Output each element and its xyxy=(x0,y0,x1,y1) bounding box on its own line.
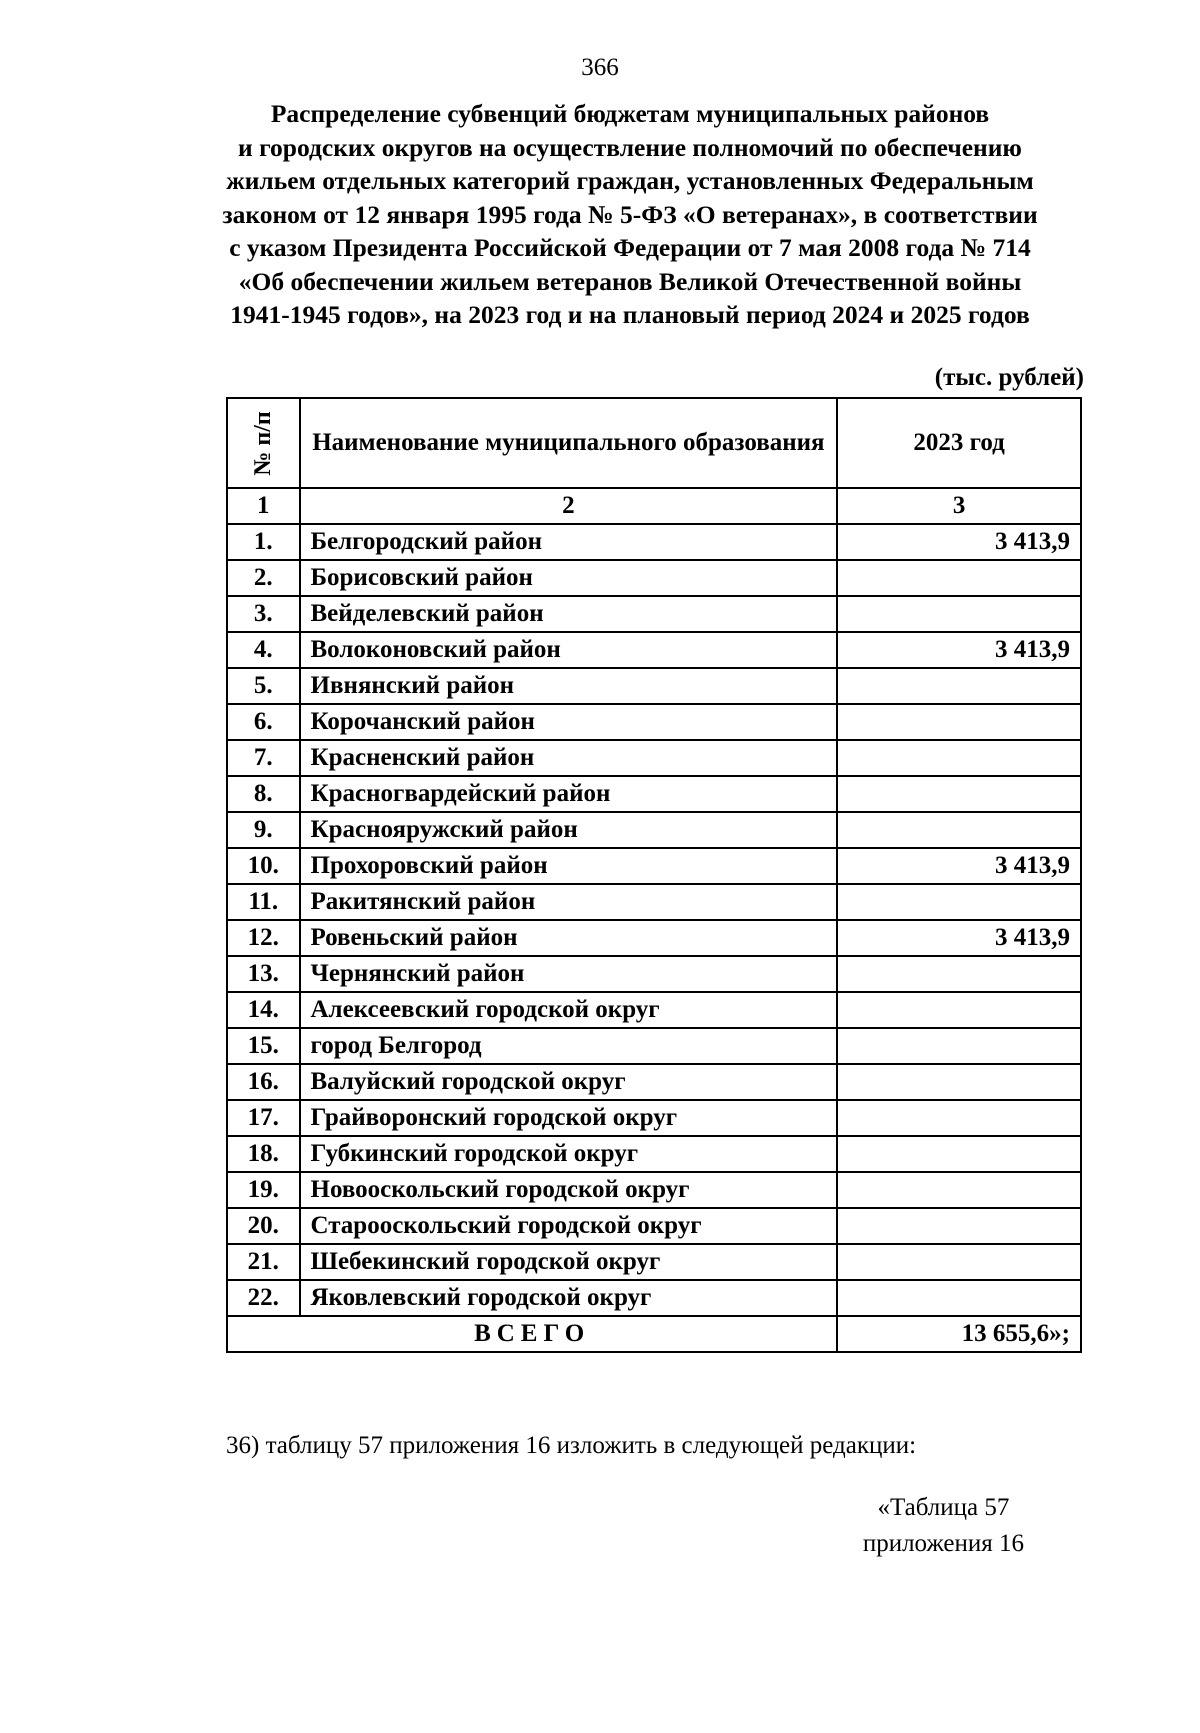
row-value xyxy=(837,704,1081,740)
table-reference xyxy=(863,1490,1024,1562)
row-value xyxy=(837,596,1081,632)
row-value xyxy=(837,560,1081,596)
row-name: Шебекинский городской округ xyxy=(300,1244,838,1280)
table-row xyxy=(227,776,1081,812)
table-row xyxy=(227,848,1081,884)
table-row xyxy=(227,1244,1081,1280)
table-row xyxy=(227,1100,1081,1136)
amendment-paragraph: 36) таблицу 57 приложения 16 изложить в следующей редакции: xyxy=(226,1432,917,1459)
table-row xyxy=(227,812,1081,848)
row-value: 3 413,9 xyxy=(837,848,1081,884)
row-number: 22. xyxy=(227,1280,300,1316)
row-value: 3 413,9 xyxy=(837,920,1081,956)
row-name: Борисовский район xyxy=(300,560,838,596)
row-number: 16. xyxy=(227,1064,300,1100)
table-row xyxy=(227,1136,1081,1172)
table-row xyxy=(227,1028,1081,1064)
header-num: № п/п xyxy=(227,398,300,488)
table-row xyxy=(227,884,1081,920)
row-value xyxy=(837,884,1081,920)
row-value xyxy=(837,740,1081,776)
table-row xyxy=(227,524,1081,560)
row-name: Белгородский район xyxy=(300,524,838,560)
row-value xyxy=(837,1172,1081,1208)
row-number: 4. xyxy=(227,632,300,668)
row-value xyxy=(837,776,1081,812)
table-row xyxy=(227,992,1081,1028)
table-row xyxy=(227,956,1081,992)
row-name: Корочанский район xyxy=(300,704,838,740)
table-row xyxy=(227,1172,1081,1208)
table-row xyxy=(227,920,1081,956)
row-number: 10. xyxy=(227,848,300,884)
col-number-1: 1 xyxy=(227,488,300,524)
row-value xyxy=(837,1244,1081,1280)
row-value xyxy=(837,1100,1081,1136)
total-value: 13 655,6»; xyxy=(837,1316,1081,1352)
row-value xyxy=(837,992,1081,1028)
row-number: 17. xyxy=(227,1100,300,1136)
row-name: Прохоровский район xyxy=(300,848,838,884)
row-value xyxy=(837,1136,1081,1172)
table-row xyxy=(227,596,1081,632)
title-line: жильем отдельных категорий граждан, установленных Федеральным xyxy=(226,166,1034,195)
table-row xyxy=(227,632,1081,668)
row-number: 14. xyxy=(227,992,300,1028)
table-row xyxy=(227,1208,1081,1244)
row-value: 3 413,9 xyxy=(837,632,1081,668)
row-number: 2. xyxy=(227,560,300,596)
row-name: город Белгород xyxy=(300,1028,838,1064)
col-number-2: 2 xyxy=(300,488,838,524)
row-number: 7. xyxy=(227,740,300,776)
row-number: 5. xyxy=(227,668,300,704)
table-row xyxy=(227,1280,1081,1316)
title-line: с указом Президента Российской Федерации от 7 мая 2008 года № 714 xyxy=(229,233,1031,262)
row-value xyxy=(837,1280,1081,1316)
units-label: (тыс. рублей) xyxy=(934,364,1084,391)
table-row xyxy=(227,1064,1081,1100)
table-row xyxy=(227,668,1081,704)
row-name: Новооскольский городской округ xyxy=(300,1172,838,1208)
row-number: 9. xyxy=(227,812,300,848)
row-number: 12. xyxy=(227,920,300,956)
row-name: Грайворонский городской округ xyxy=(300,1100,838,1136)
header-year: 2023 год xyxy=(837,398,1081,488)
row-number: 8. xyxy=(227,776,300,812)
row-name: Красненский район xyxy=(300,740,838,776)
table-row xyxy=(227,704,1081,740)
subvention-table xyxy=(226,397,1082,1353)
row-name: Валуйский городской округ xyxy=(300,1064,838,1100)
col-number-3: 3 xyxy=(837,488,1081,524)
row-value xyxy=(837,1208,1081,1244)
row-value xyxy=(837,1028,1081,1064)
total-row xyxy=(227,1316,1081,1352)
row-number: 19. xyxy=(227,1172,300,1208)
row-name: Чернянский район xyxy=(300,956,838,992)
document-title xyxy=(150,97,1110,332)
row-name: Губкинский городской округ xyxy=(300,1136,838,1172)
page-number: 366 xyxy=(581,54,619,81)
row-name: Красногвардейский район xyxy=(300,776,838,812)
header-row xyxy=(227,398,1081,488)
row-name: Яковлевский городской округ xyxy=(300,1280,838,1316)
row-name: Ивнянский район xyxy=(300,668,838,704)
table-ref-line: «Таблица 57 xyxy=(877,1494,1010,1521)
row-name: Краснояружский район xyxy=(300,812,838,848)
row-value xyxy=(837,668,1081,704)
row-name: Волоконовский район xyxy=(300,632,838,668)
title-line: «Об обеспечении жильем ветеранов Великой Отечественной войны xyxy=(238,266,1022,296)
row-number: 15. xyxy=(227,1028,300,1064)
row-number: 13. xyxy=(227,956,300,992)
row-value xyxy=(837,812,1081,848)
header-name: Наименование муниципального образования xyxy=(300,398,838,488)
row-number: 1. xyxy=(227,524,300,560)
row-value xyxy=(837,956,1081,992)
row-number: 3. xyxy=(227,596,300,632)
total-label: ВСЕГО xyxy=(227,1316,837,1352)
table-ref-line: приложения 16 xyxy=(862,1530,1024,1557)
row-number: 21. xyxy=(227,1244,300,1280)
table-row xyxy=(227,740,1081,776)
title-line: законом от 12 января 1995 года № 5-ФЗ «О ветеранах», в соответствии xyxy=(222,199,1038,229)
row-value xyxy=(837,1064,1081,1100)
row-number: 20. xyxy=(227,1208,300,1244)
table-row xyxy=(227,560,1081,596)
row-number: 6. xyxy=(227,704,300,740)
column-number-row xyxy=(227,488,1081,524)
row-name: Ракитянский район xyxy=(300,884,838,920)
row-value: 3 413,9 xyxy=(837,524,1081,560)
row-name: Алексеевский городской округ xyxy=(300,992,838,1028)
title-line: и городских округов на осуществление полномочий по обеспечению xyxy=(238,132,1022,162)
title-line: Распределение субвенций бюджетам муниципальных районов xyxy=(270,99,990,128)
title-line: 1941-1945 годов», на 2023 год и на плановый период 2024 и 2025 годов xyxy=(230,300,1030,329)
row-name: Старооскольский городской округ xyxy=(300,1208,838,1244)
row-number: 18. xyxy=(227,1136,300,1172)
row-name: Вейделевский район xyxy=(300,596,838,632)
row-number: 11. xyxy=(227,884,300,920)
row-name: Ровеньский район xyxy=(300,920,838,956)
